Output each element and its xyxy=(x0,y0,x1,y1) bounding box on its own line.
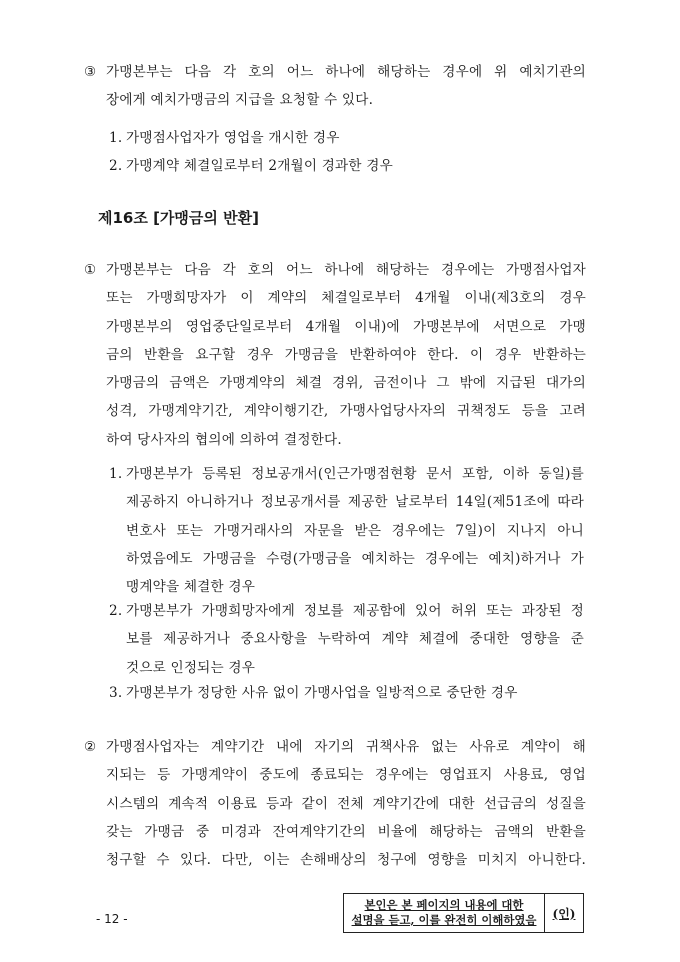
page-number: - 12 - xyxy=(96,912,128,926)
clause-number: ① xyxy=(84,262,97,278)
text-line: 가맹계약 체결일로부터 2개월이 경과한 경우 xyxy=(126,158,393,174)
text-line: 가맹본부가 정당한 사유 없이 가맹사업을 일방적으로 중단한 경우 xyxy=(126,685,518,701)
text-line: 금의 반환을 요구할 경우 가맹금을 반환하여야 한다. 이 경우 반환하는 xyxy=(106,346,586,363)
text-line: 장에게 예치가맹금의 지급을 요청할 수 있다. xyxy=(106,92,374,109)
text-line: 하여 당사자의 협의에 의하여 결정한다. xyxy=(106,431,342,448)
item-number: 1. xyxy=(109,130,123,146)
text-line: 가맹점사업자는 계약기간 내에 자기의 귀책사유 없는 사유로 계약이 해 xyxy=(106,739,586,755)
confirmation-box xyxy=(343,893,584,933)
text-line: 또는 가맹희망자가 이 계약의 체결일로부터 4개월 이내(제3호의 경우 xyxy=(106,290,586,307)
seal-field[interactable] xyxy=(545,894,583,932)
list-item xyxy=(109,124,584,152)
text-line: 하였음에도 가맹금을 수령(가맹금을 예치하는 경우에는 예치)하거나 가 xyxy=(126,550,584,567)
clause-3 xyxy=(84,58,586,115)
text-line: 변호사 또는 가맹거래사의 자문을 받은 경우에는 7일)이 지나지 아니 xyxy=(126,522,584,539)
confirmation-text xyxy=(344,894,545,932)
text-line: 가맹점사업자가 영업을 개시한 경우 xyxy=(126,130,340,146)
clause-number: ② xyxy=(84,739,97,755)
text-line: 가맹본부가 등록된 정보공개서(인근가맹점현황 문서 포함, 이하 동일)를 xyxy=(126,466,584,482)
text-line: 맹계약을 체결한 경우 xyxy=(126,579,256,596)
text-line: 청구할 수 있다. 다만, 이는 손해배상의 청구에 영향을 미치지 아니한다. xyxy=(106,852,586,869)
text-line: 보를 제공하거나 중요사항을 누락하여 계약 체결에 중대한 영향을 준 xyxy=(126,631,584,648)
text-line: 것으로 인정되는 경우 xyxy=(126,659,256,676)
item-number: 2. xyxy=(109,158,123,174)
list-item xyxy=(109,679,584,707)
clause-number: ③ xyxy=(84,64,97,80)
article-heading: 제16조 [가맹금의 반환] xyxy=(98,209,259,227)
list-item xyxy=(109,152,584,180)
text-line: 가맹금의 금액은 가맹계약의 체결 경위, 금전이나 그 밖에 지급된 대가의 xyxy=(106,375,586,392)
text-line: 가맹본부는 다음 각 호의 어느 하나에 해당하는 경우에는 가맹점사업자 xyxy=(106,262,586,278)
seal-label: (인) xyxy=(552,906,576,921)
text-line: 갖는 가맹금 중 미경과 잔여계약기간의 비율에 해당하는 금액의 반환을 xyxy=(106,823,586,840)
text-line: 성격, 가맹계약기간, 계약이행기간, 가맹사업당사자의 귀책정도 등을 고려 xyxy=(106,403,586,420)
article16-clause-1 xyxy=(84,256,586,454)
text-line: 가맹본부의 영업중단일로부터 4개월 이내)에 가맹본부에 서면으로 가맹 xyxy=(106,318,586,335)
article16-clause-2 xyxy=(84,733,586,874)
item-number: 1. xyxy=(109,466,123,482)
text-line: 제공하지 아니하거나 정보공개서를 제공한 날로부터 14일(제51조에 따라 xyxy=(126,494,584,511)
text-line: 시스템의 계속적 이용료 등과 같이 전체 계약기간에 대한 선급금의 성질을 xyxy=(106,795,586,812)
list-item xyxy=(109,597,584,682)
text-line: 지되는 등 가맹계약이 중도에 종료되는 경우에는 영업표지 사용료, 영업 xyxy=(106,767,586,784)
text-line: 가맹본부가 가맹희망자에게 정보를 제공함에 있어 허위 또는 과장된 정 xyxy=(126,603,584,619)
confirmation-line: 본인은 본 페이지의 내용에 대한 xyxy=(364,898,524,912)
item-number: 3. xyxy=(109,685,123,701)
confirmation-line: 설명을 듣고, 이를 완전히 이해하였음 xyxy=(351,913,537,927)
list-item xyxy=(109,460,584,601)
item-number: 2. xyxy=(109,603,123,619)
text-line: 가맹본부는 다음 각 호의 어느 하나에 해당하는 경우에 위 예치기관의 xyxy=(106,64,586,80)
